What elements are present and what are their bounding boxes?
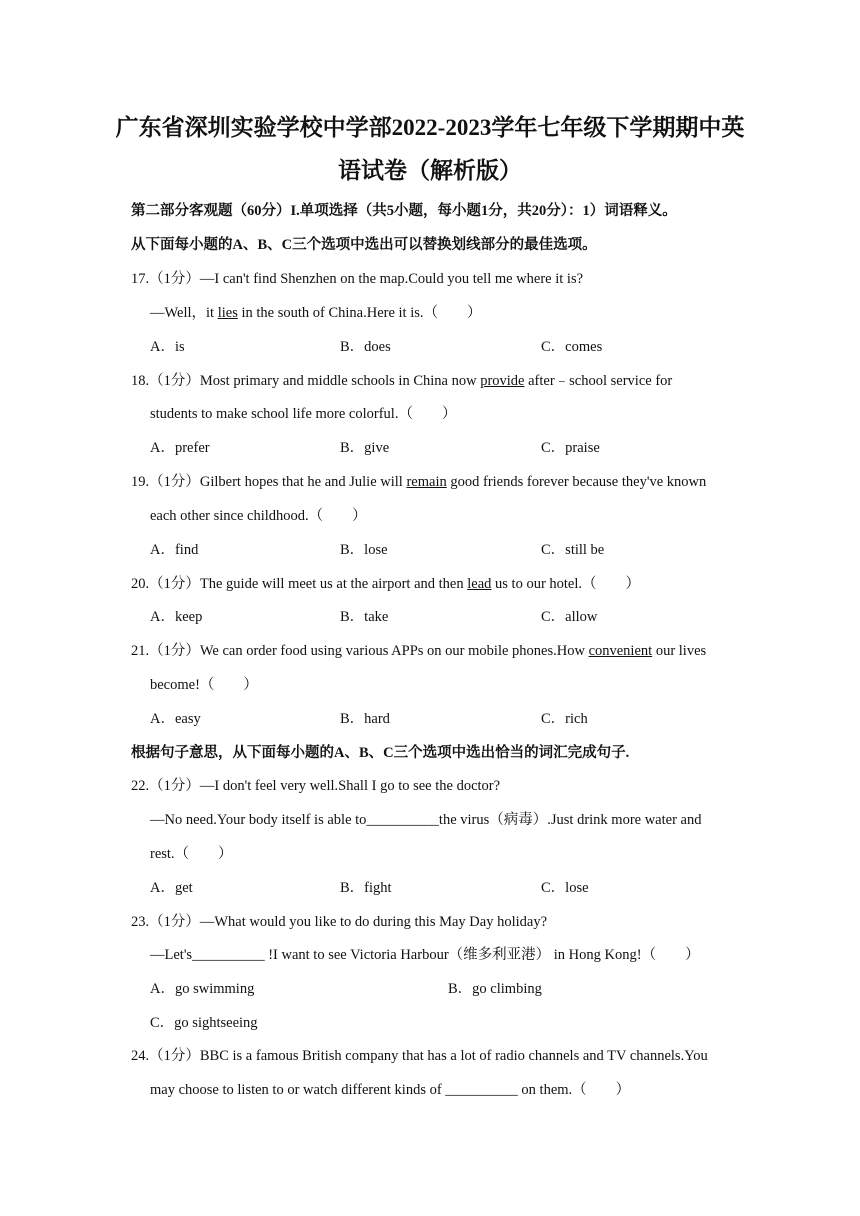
question-18-stem [131,371,672,391]
question-21-underlined-word: convenient [588,643,653,659]
question-20-text-a: 20.（1分）The guide will meet us at the airport and then [131,576,468,592]
question-20-option-a[interactable]: A．keep [150,609,203,625]
question-23-stem-line-2: —Let's__________ !I want to see Victoria Harbour（维多利亚港） in Hong Kong!（ ） [150,947,700,963]
question-17-underlined-word: lies [217,305,238,321]
question-22-option-c[interactable]: C．lose [541,880,589,896]
question-19-option-c[interactable]: C．still be [541,542,605,558]
question-19-text-b: good friends forever because they've known [446,474,707,490]
question-19-underlined-word: remain [406,474,447,490]
question-18-underlined-word: provide [480,373,525,389]
question-20-text-b: us to our hotel.（ ） [491,576,641,592]
question-24-stem: 24.（1分）BBC is a famous British company that has a lot of radio channels and TV channels.You [131,1048,708,1064]
section-instruction-line-2: 从下面每小题的A、B、C三个选项中选出可以替换划线部分的最佳选项。 [131,237,597,253]
question-22-option-a[interactable]: A．get [150,880,193,896]
question-18-stem-line-2: students to make school life more colorful.（ ） [150,406,457,422]
question-20-option-c[interactable]: C．allow [541,609,598,625]
question-21-option-c[interactable]: C．rich [541,711,588,727]
question-23-option-a[interactable]: A．go swimming [150,981,255,997]
question-22-option-b[interactable]: B．fight [340,880,392,896]
question-21-option-b[interactable]: B．hard [340,711,390,727]
question-17-option-a[interactable]: A．is [150,339,185,355]
section-instruction-line-1: 第二部分客观题（60分）I.单项选择（共5小题，每小题1分，共20分）：1）词语释义。 [131,203,677,219]
question-19-text-a: 19.（1分）Gilbert hopes that he and Julie will [131,474,407,490]
section-2-instruction: 根据句子意思，从下面每小题的A、B、C三个选项中选出恰当的词汇完成句子. [131,745,630,761]
question-19-option-b[interactable]: B．lose [340,542,388,558]
question-18-text-a: 18.（1分）Most primary and middle schools in China now [131,373,481,389]
question-22-stem-line-3: rest.（ ） [150,846,233,862]
question-17-text-b: in the south of China.Here it is.（ ） [237,305,482,321]
question-22-stem: 22.（1分）—I don't feel very well.Shall I go to see the doctor? [131,778,501,794]
question-21-text-b: our lives [652,643,707,659]
question-17-option-b[interactable]: B．does [340,339,391,355]
question-23-stem: 23.（1分）—What would you like to do during this May Day holiday? [131,914,548,930]
exam-title-line-2: 语试卷（解析版） [338,158,522,183]
question-20-stem [131,574,640,594]
question-18-option-b[interactable]: B．give [340,440,390,456]
question-20-option-b[interactable]: B．take [340,609,389,625]
question-18-option-c[interactable]: C．praise [541,440,600,456]
question-18-option-a[interactable]: A．prefer [150,440,210,456]
question-23-option-b[interactable]: B．go climbing [448,981,542,997]
question-17-stem-line-2 [150,303,482,323]
question-21-option-a[interactable]: A．easy [150,711,201,727]
question-18-text-b: after﹣school service for [524,373,673,389]
question-19-stem-line-2: each other since childhood.（ ） [150,508,367,524]
question-19-option-a[interactable]: A．find [150,542,199,558]
question-23-option-c[interactable]: C．go sightseeing [150,1015,258,1031]
question-21-stem-line-2: become!（ ） [150,677,258,693]
question-17-text-a: —Well，it [150,305,218,321]
question-17-option-c[interactable]: C．comes [541,339,603,355]
exam-title-line-1: 广东省深圳实验学校中学部2022-2023学年七年级下学期期中英 [115,115,745,140]
question-20-underlined-word: lead [467,576,492,592]
question-22-stem-line-2: —No need.Your body itself is able to__________the virus（病毒）.Just drink more water and [150,812,702,828]
question-17-stem: 17.（1分）—I can't find Shenzhen on the map.Could you tell me where it is? [131,271,584,287]
question-21-stem [131,641,706,661]
question-19-stem [131,472,706,492]
question-21-text-a: 21.（1分）We can order food using various APPs on our mobile phones.How [131,643,589,659]
question-24-stem-line-2: may choose to listen to or watch different kinds of __________ on them.（ ） [150,1082,631,1098]
